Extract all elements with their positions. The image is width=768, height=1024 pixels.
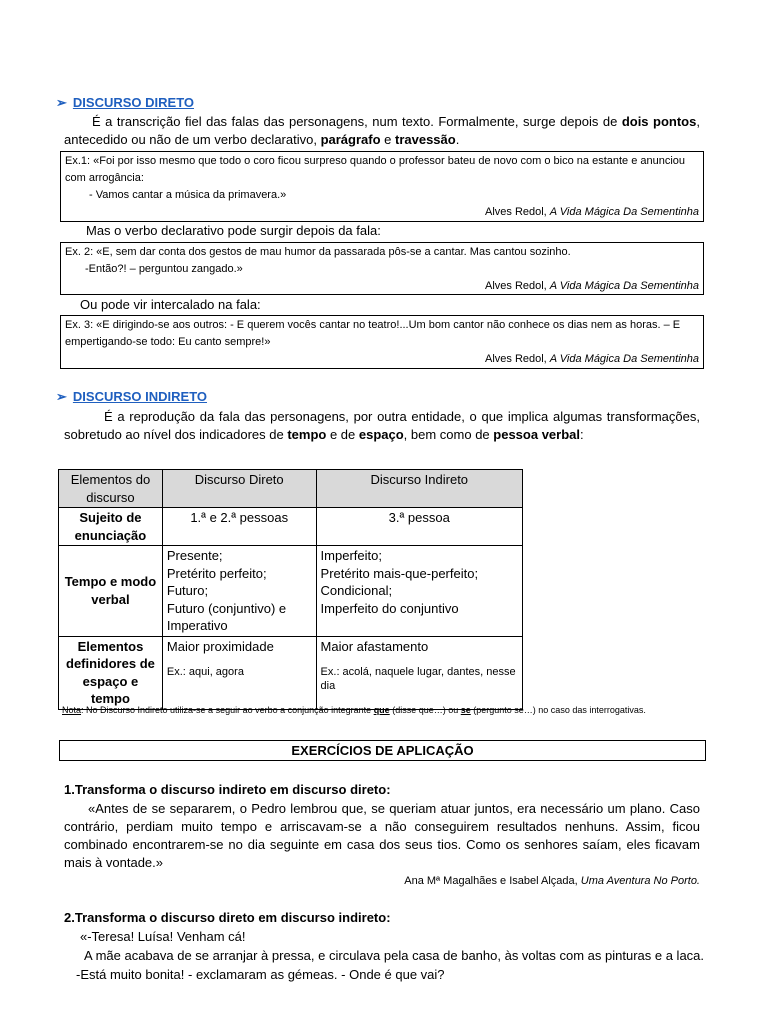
arrow-bullet-icon: ➢ [56,389,67,404]
row-label: Sujeito de enunciação [59,508,163,546]
table-header-cell: Elementos do discurso [59,470,163,508]
table-cell: 3.ª pessoa [316,508,522,546]
table-header-row [59,470,523,508]
table-header-cell: Discurso Direto [162,470,316,508]
indireto-intro: É a reprodução da fala das personagens, por outra entidade, o que implica algumas transformações, sobretudo ao nível dos indicadores de tempo e de espaço, bem como de pessoa verbal: [64,409,700,442]
section-heading-indireto: ➢ DISCURSO INDIRETO [56,389,208,404]
example-box-1: Ex.1: «Foi por isso mesmo que todo o coro ficou surpreso quando o professor bateu de novo com o bico na estante e anunciou com arrogância: - Vamos cantar a música da primavera.» Alves Redol, A Vida Mágica Da Sementinha [60,151,704,222]
exercise-1-source: Ana Mª Magalhães e Isabel Alçada, Uma Aventura No Porto. [404,875,700,887]
exercise-1-text: «Antes de se separarem, o Pedro lembrou que, se queriam atuar juntos, era necessário um plano. Caso contrário, perdiam muito tempo e arriscavam-se a não conseguirem resultados nenhuns. Assim, ficou combinado encontrarem-se no dia seguinte em casa dos seus tios. Como os senhores saíam, eles ficavam mais à vontade.» [64,801,700,870]
section-heading-direto: ➢ DISCURSO DIRETO [56,95,195,110]
direto-intro: É a transcrição fiel das falas das personagens, num texto. Formalmente, surge depois de dois pontos, antecedido ou não de um verbo declarativo, parágrafo e travessão. [64,114,700,147]
exercise-2-title: 2.Transforma o discurso direto em discurso indireto: [64,910,391,925]
table-row [59,546,523,637]
exercise-1-title: 1.Transforma o discurso indireto em discurso direto: [64,782,391,797]
table-row [59,636,523,709]
example-source: Alves Redol, A Vida Mágica Da Sementinha [484,353,699,365]
arrow-bullet-icon: ➢ [56,95,67,110]
table-cell: Imperfeito; Pretérito mais-que-perfeito; Condicional; Imperfeito do conjuntivo [316,546,522,637]
table-row [59,508,523,546]
example-source: Alves Redol, A Vida Mágica Da Sementinha [484,206,699,218]
table-note: Nota: No Discurso Indireto utiliza-se a seguir ao verbo a conjunção integrante que (disse que…) ou se (pergunto se…) no caso das interrogativas. [62,705,646,715]
exercise-2-line-3: -Está muito bonita! - exclamaram as gémeas. - Onde é que vai? [76,967,445,982]
exercise-2-line-1: «-Teresa! Luísa! Venham cá! [80,929,246,944]
table-cell: Presente; Pretérito perfeito; Futuro; Futuro (conjuntivo) e Imperativo [162,546,316,637]
direto-mid-text-1: Mas o verbo declarativo pode surgir depois da fala: [86,223,381,238]
table-cell: Maior proximidade Ex.: aqui, agora [162,636,316,709]
comparison-table [58,469,523,710]
row-label: Elementos definidores de espaço e tempo [59,636,163,709]
example-source: Alves Redol, A Vida Mágica Da Sementinha [484,280,699,292]
example-box-2: Ex. 2: «E, sem dar conta dos gestos de mau humor da passarada pôs-se a cantar. Mas cantou sozinho. -Então?! – perguntou zangado.» Alves Redol, A Vida Mágica Da Sementinha [60,242,704,295]
direto-mid-text-2: Ou pode vir intercalado na fala: [80,297,261,312]
table-header-cell: Discurso Indireto [316,470,522,508]
example-box-3: Ex. 3: «E dirigindo-se aos outros: - E querem vocês cantar no teatro!...Um bom cantor não conhece os dias nem as horas. – E empertigando-se todo: Eu canto sempre!» Alves Redol, A Vida Mágica Da Sementinha [60,315,704,369]
exercise-2-line-2: A mãe acabava de se arranjar à pressa, e circulava pela casa de banho, às voltas com as pinturas e a laca. [84,948,705,963]
table-cell: Maior afastamento Ex.: acolá, naquele lugar, dantes, nesse dia [316,636,522,709]
table-cell: 1.ª e 2.ª pessoas [162,508,316,546]
row-label: Tempo e modo verbal [59,546,163,637]
exercises-banner: EXERCÍCIOS DE APLICAÇÃO [59,740,706,761]
